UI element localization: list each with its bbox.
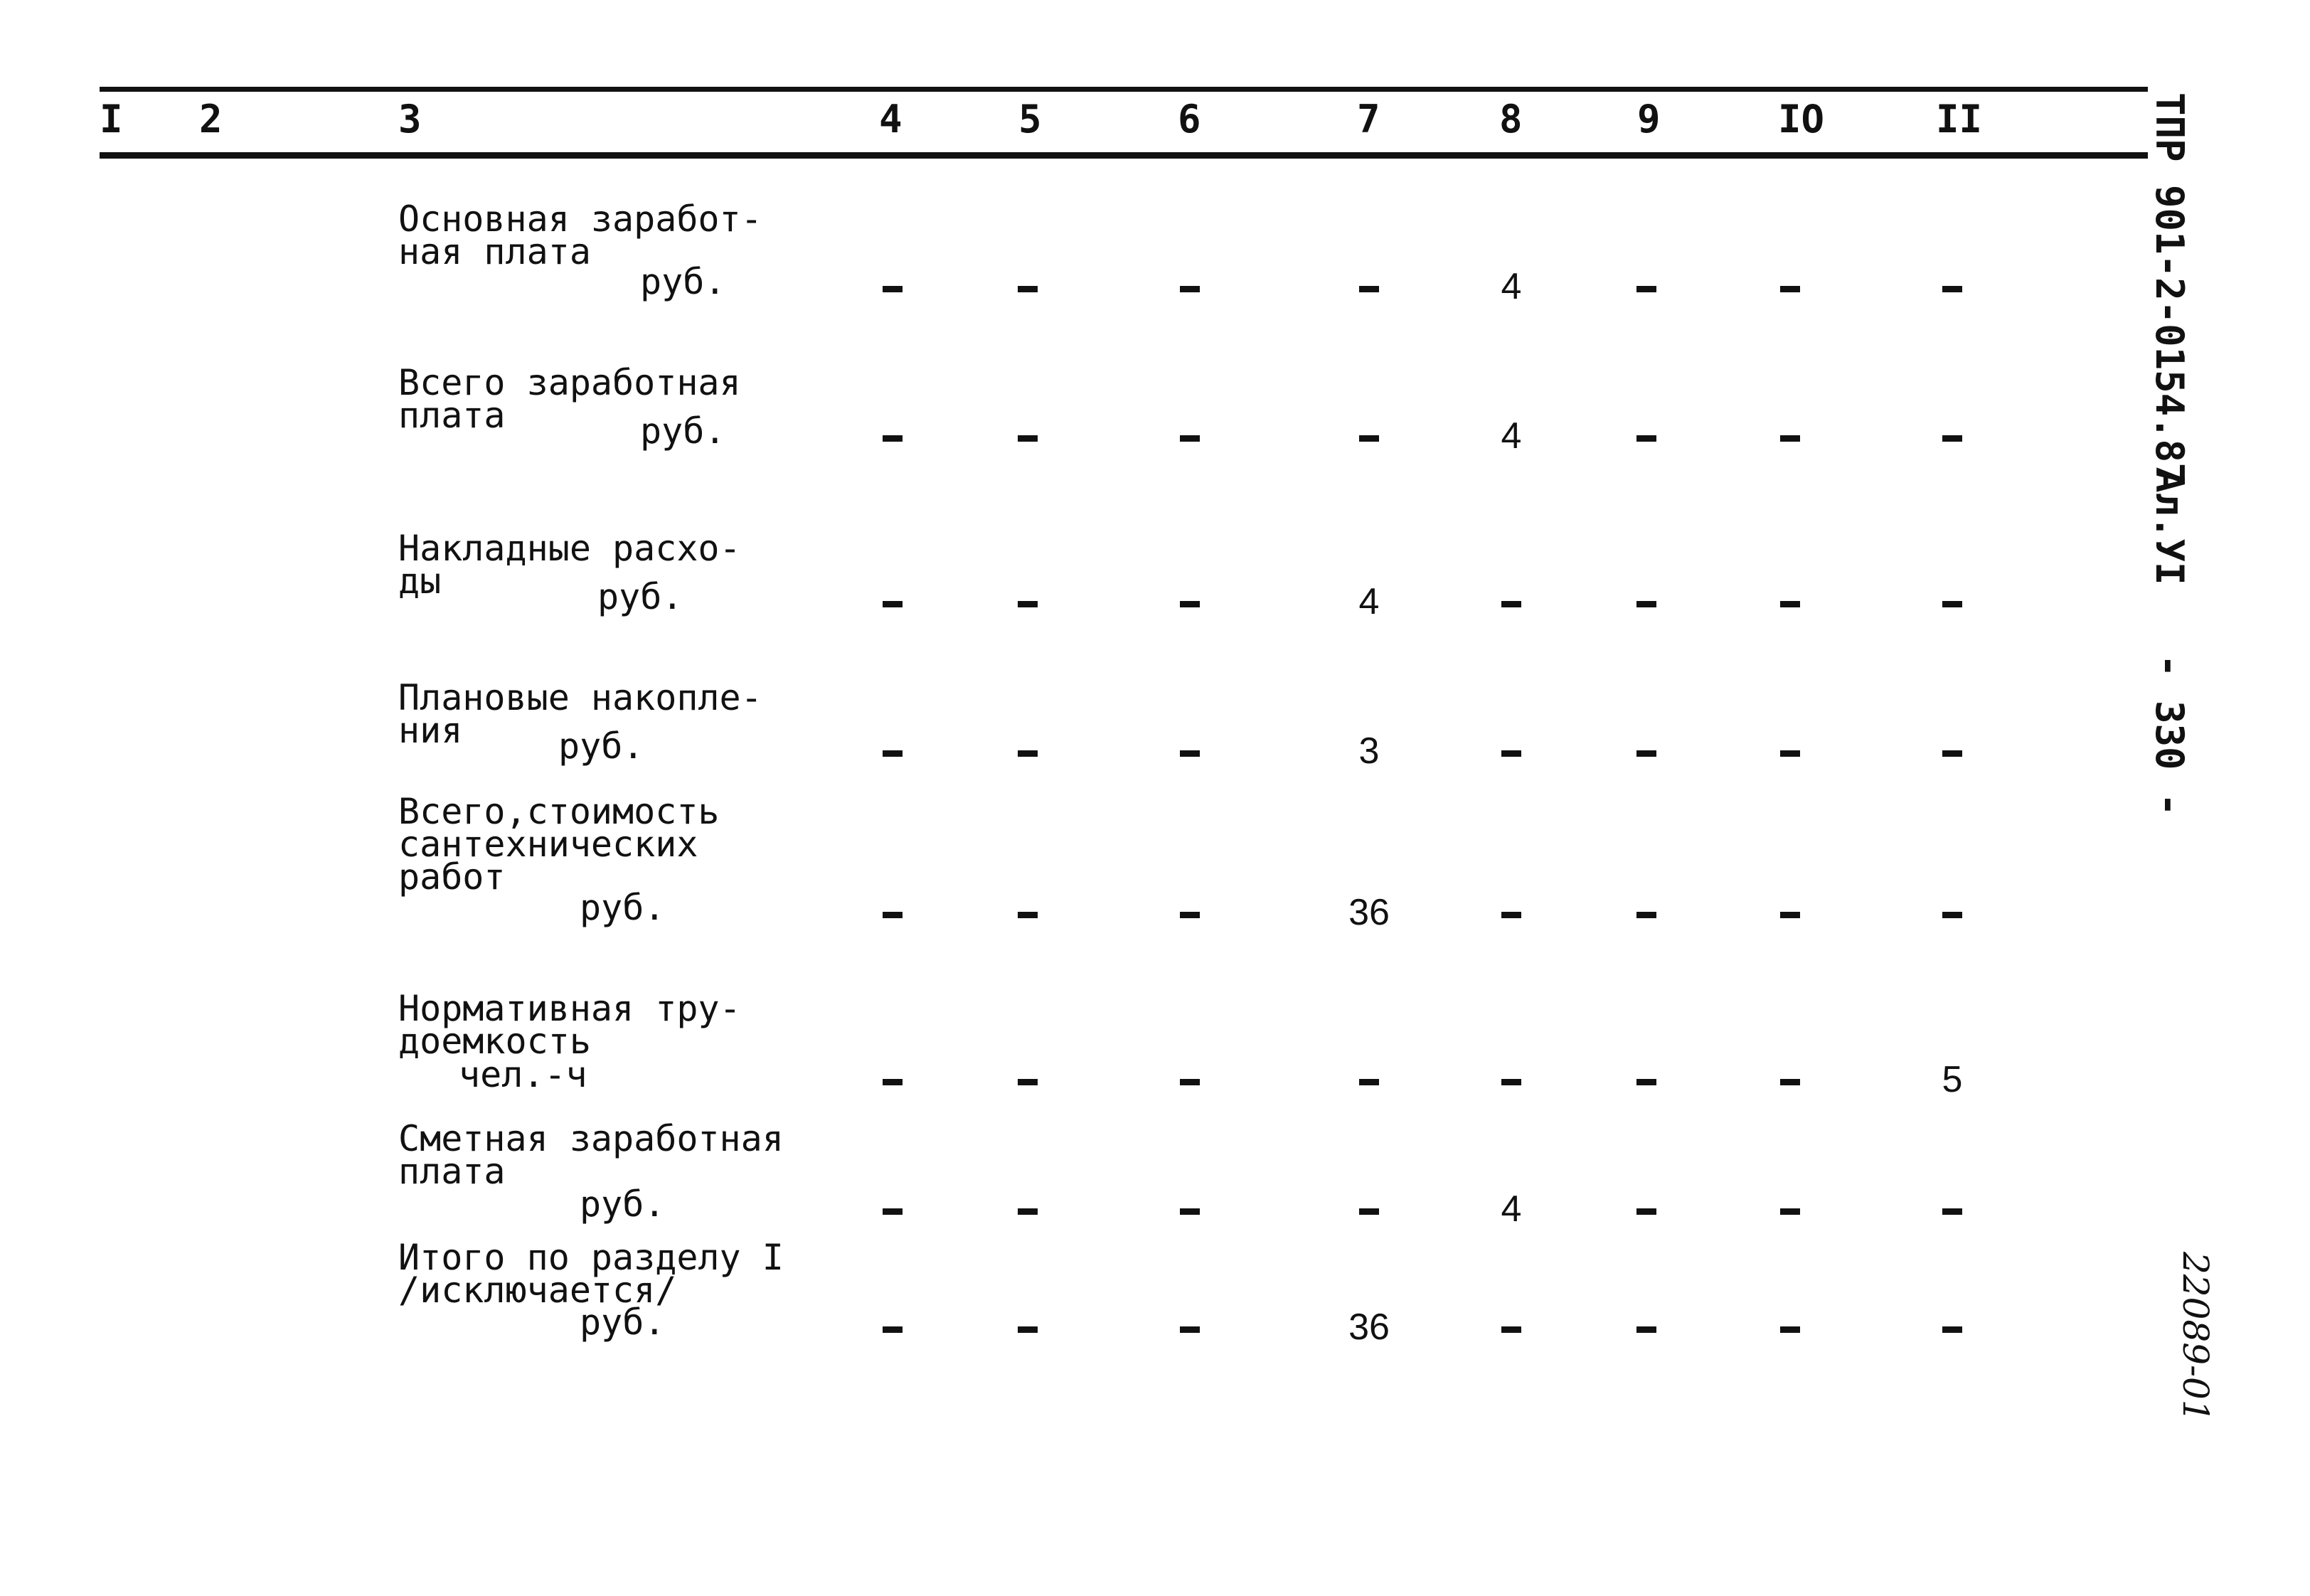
table-cell	[996, 582, 1060, 622]
column-header: IO	[1778, 97, 1825, 142]
table-header-rule	[100, 152, 2148, 159]
page-number: - 330 -	[2147, 654, 2192, 816]
dash-mark	[1180, 1079, 1200, 1085]
row-label: Сметная заработная плата	[398, 1118, 784, 1192]
table-cell	[996, 267, 1060, 307]
table-cell	[1758, 1060, 1822, 1100]
table-cell	[1920, 893, 1984, 932]
column-header: 8	[1499, 97, 1523, 142]
album-number: Ал.УI	[2147, 469, 2192, 585]
dash-mark	[1942, 750, 1962, 757]
table-cell	[1920, 267, 1984, 307]
dash-mark	[1636, 912, 1656, 918]
table-cell	[1920, 1189, 1984, 1229]
table-cell	[996, 416, 1060, 456]
document-code: ТПР 901-2-0154.87	[2147, 92, 2192, 486]
table-cell	[1758, 1189, 1822, 1229]
dash-mark	[1018, 750, 1038, 757]
dash-mark	[1942, 435, 1962, 442]
dash-mark	[883, 286, 903, 292]
row-unit: руб.	[640, 410, 726, 452]
table-cell	[1158, 1189, 1222, 1229]
dash-mark	[1180, 601, 1200, 607]
row-label: Всего заработная плата	[398, 362, 741, 436]
row-label: Итого по разделу I /исключается/	[398, 1237, 784, 1311]
row-unit: руб.	[580, 1183, 666, 1225]
column-header: 6	[1178, 97, 1201, 142]
dash-mark	[883, 1326, 903, 1333]
dash-mark	[1636, 1079, 1656, 1085]
dash-mark	[1359, 286, 1379, 292]
dash-mark	[1501, 1079, 1521, 1085]
dash-mark	[1359, 1208, 1379, 1215]
dash-mark	[1942, 1326, 1962, 1333]
table-cell: 4	[1501, 415, 1522, 457]
table-cell	[1920, 1307, 1984, 1347]
row-unit: руб.	[558, 725, 644, 767]
dash-mark	[1780, 1326, 1800, 1333]
table-cell	[1614, 582, 1678, 622]
table-cell	[1158, 731, 1222, 771]
dash-mark	[1780, 1208, 1800, 1215]
table-cell	[1614, 731, 1678, 771]
dash-mark	[1018, 435, 1038, 442]
table-cell	[996, 731, 1060, 771]
table-cell	[1337, 267, 1401, 307]
dash-mark	[1942, 1208, 1962, 1215]
row-unit: руб.	[597, 576, 683, 617]
table-cell: 4	[1358, 581, 1380, 622]
dash-mark	[1180, 750, 1200, 757]
table-cell	[1614, 1189, 1678, 1229]
column-header: 3	[398, 97, 422, 142]
table-cell	[861, 731, 925, 771]
table-cell	[1158, 1060, 1222, 1100]
table-top-rule	[100, 87, 2148, 92]
row-label: Плановые накопле- ния	[398, 677, 762, 751]
dash-mark	[1018, 601, 1038, 607]
table-cell	[861, 1060, 925, 1100]
dash-mark	[1780, 601, 1800, 607]
table-cell	[996, 1307, 1060, 1347]
table-cell	[1337, 416, 1401, 456]
dash-mark	[1180, 1326, 1200, 1333]
table-cell	[1920, 416, 1984, 456]
column-header: 4	[879, 97, 903, 142]
column-header: 2	[199, 97, 223, 142]
dash-mark	[1501, 601, 1521, 607]
dash-mark	[883, 1079, 903, 1085]
dash-mark	[1501, 750, 1521, 757]
table-cell: 5	[1942, 1059, 1963, 1100]
dash-mark	[1780, 1079, 1800, 1085]
row-label: Накладные расхо- ды	[398, 528, 741, 602]
dash-mark	[1501, 1326, 1521, 1333]
row-unit: руб.	[580, 887, 666, 928]
table-cell	[1614, 416, 1678, 456]
table-cell	[1920, 731, 1984, 771]
table-cell	[861, 267, 925, 307]
table-cell	[1158, 582, 1222, 622]
table-cell	[996, 1060, 1060, 1100]
table-cell	[1158, 893, 1222, 932]
column-header: I	[100, 97, 123, 142]
table-cell	[996, 1189, 1060, 1229]
dash-mark	[1501, 912, 1521, 918]
table-cell	[1479, 582, 1543, 622]
dash-mark	[1018, 912, 1038, 918]
dash-mark	[883, 750, 903, 757]
row-label: Всего,стоимость сантехнических работ	[398, 791, 720, 898]
row-unit: руб.	[640, 261, 726, 302]
dash-mark	[1018, 1079, 1038, 1085]
table-cell	[1614, 267, 1678, 307]
dash-mark	[1180, 435, 1200, 442]
table-cell	[1758, 1307, 1822, 1347]
table-cell	[861, 582, 925, 622]
table-cell	[861, 1307, 925, 1347]
column-header: 9	[1637, 97, 1661, 142]
dash-mark	[883, 1208, 903, 1215]
dash-mark	[1636, 1326, 1656, 1333]
dash-mark	[1780, 750, 1800, 757]
table-cell	[861, 893, 925, 932]
dash-mark	[1018, 1326, 1038, 1333]
table-cell	[1614, 1060, 1678, 1100]
table-cell: 4	[1501, 266, 1522, 307]
table-cell	[861, 416, 925, 456]
dash-mark	[1636, 1208, 1656, 1215]
table-cell	[996, 893, 1060, 932]
dash-mark	[1180, 1208, 1200, 1215]
row-unit: руб.	[580, 1302, 666, 1343]
inventory-stamp: 22089-01	[2175, 1252, 2216, 1422]
dash-mark	[883, 912, 903, 918]
table-cell	[1758, 267, 1822, 307]
dash-mark	[1636, 286, 1656, 292]
table-cell	[1758, 582, 1822, 622]
dash-mark	[1942, 601, 1962, 607]
table-cell: 3	[1358, 730, 1380, 772]
table-cell	[1920, 582, 1984, 622]
table-cell	[1614, 893, 1678, 932]
dash-mark	[883, 601, 903, 607]
table-cell	[1158, 416, 1222, 456]
column-header: 7	[1357, 97, 1380, 142]
dash-mark	[1018, 1208, 1038, 1215]
dash-mark	[1180, 286, 1200, 292]
dash-mark	[1942, 912, 1962, 918]
dash-mark	[1636, 435, 1656, 442]
table-cell	[1479, 893, 1543, 932]
column-header: II	[1936, 97, 1983, 142]
column-header: 5	[1018, 97, 1042, 142]
table-cell	[1479, 1060, 1543, 1100]
dash-mark	[1180, 912, 1200, 918]
row-unit: чел.-ч	[459, 1054, 587, 1095]
table-cell	[1479, 731, 1543, 771]
dash-mark	[1359, 1079, 1379, 1085]
table-cell: 36	[1348, 892, 1390, 933]
table-cell	[861, 1189, 925, 1229]
dash-mark	[1942, 286, 1962, 292]
dash-mark	[1780, 912, 1800, 918]
dash-mark	[1359, 435, 1379, 442]
table-cell	[1158, 267, 1222, 307]
dash-mark	[883, 435, 903, 442]
table-cell	[1337, 1189, 1401, 1229]
table-cell	[1614, 1307, 1678, 1347]
table-cell: 36	[1348, 1307, 1390, 1348]
table-cell	[1758, 731, 1822, 771]
dash-mark	[1780, 435, 1800, 442]
dash-mark	[1636, 601, 1656, 607]
table-cell	[1158, 1307, 1222, 1347]
dash-mark	[1018, 286, 1038, 292]
table-cell	[1479, 1307, 1543, 1347]
dash-mark	[1780, 286, 1800, 292]
dash-mark	[1636, 750, 1656, 757]
table-cell	[1758, 416, 1822, 456]
table-cell	[1758, 893, 1822, 932]
table-cell: 4	[1501, 1188, 1522, 1230]
table-cell	[1337, 1060, 1401, 1100]
row-label: Нормативная тру- доемкость	[398, 988, 741, 1062]
row-label: Основная заработ- ная плата	[398, 198, 762, 272]
